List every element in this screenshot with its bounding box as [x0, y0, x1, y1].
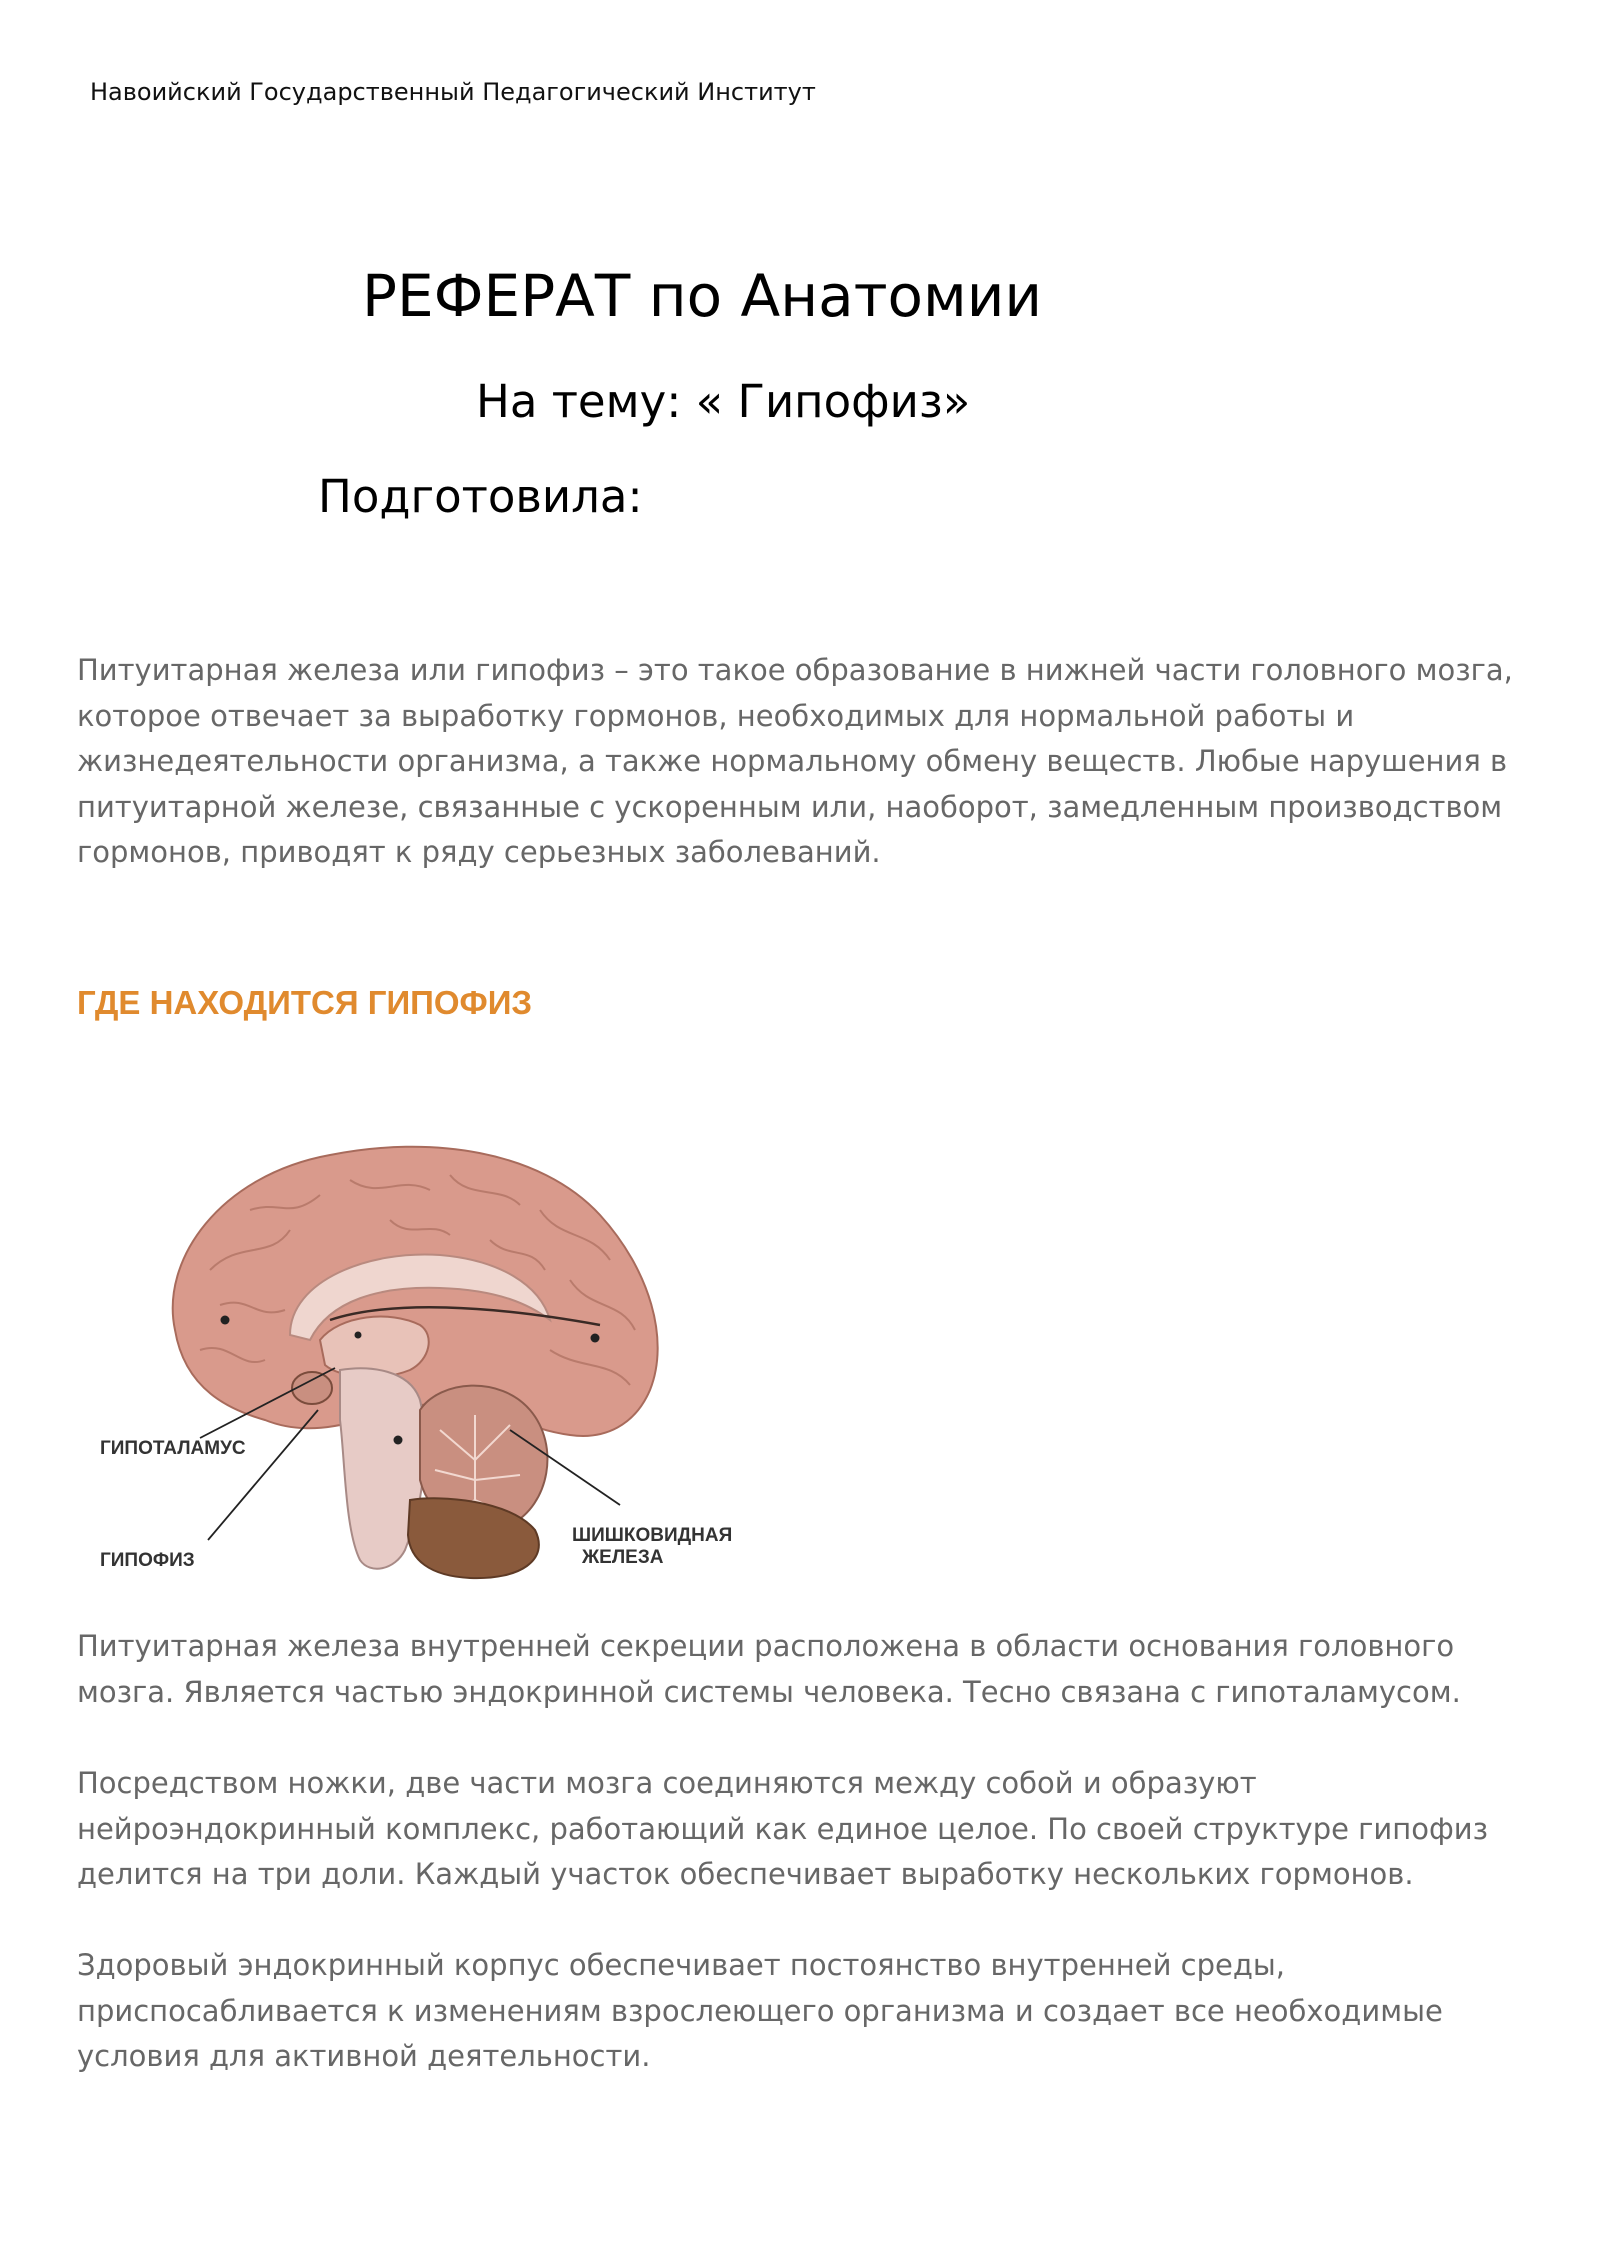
intro-paragraph — [77, 648, 1517, 876]
thalamus-shape — [320, 1317, 429, 1378]
body-paragraph-3 — [77, 1943, 1517, 2080]
body-line: приспосабливается к изменениям взрослеющего организма и создает все необходимые — [77, 1993, 1443, 2028]
section-heading: ГДЕ НАХОДИТСЯ ГИПОФИЗ — [77, 984, 533, 1021]
body-line: условия для активной деятельности. — [77, 2039, 651, 2073]
intro-line: питуитарной железе, связанные с ускоренным или, наоборот, замедленным производством — [77, 789, 1503, 824]
document-title: РЕФЕРАТ по Анатомии — [362, 262, 1043, 330]
body-line: мозга. Является частью эндокринной системы человека. Тесно связана с гипоталамусом. — [77, 1674, 1461, 1709]
body-line: делится на три доли. Каждый участок обеспечивает выработку нескольких гормонов. — [77, 1857, 1414, 1891]
brain-illustration — [90, 1120, 750, 1590]
body-line: Посредством ножки, две части мозга соединяются между собой и образуют — [77, 1766, 1257, 1800]
prepared-by-label: Подготовила: — [318, 470, 643, 523]
body-paragraph-1 — [77, 1624, 1517, 1715]
intro-line: гормонов, приводят к ряду серьезных заболеваний. — [77, 835, 881, 869]
brain-figure — [90, 1120, 750, 1590]
body-line: Питуитарная железа внутренней секреции расположена в области основания головного — [77, 1629, 1455, 1663]
document-subtitle: На тему: « Гипофиз» — [476, 375, 971, 428]
label-pituitary: ГИПОФИЗ — [100, 1550, 195, 1571]
intro-line: Питуитарная железа или гипофиз – это такое образование в нижней части головного мозга, — [77, 653, 1513, 687]
label-hypothalamus: ГИПОТАЛАМУС — [100, 1438, 246, 1459]
intro-line: жизнедеятельности организма, а также нормальному обмену веществ. Любые нарушения в — [77, 744, 1508, 778]
body-line: нейроэндокринный комплекс, работающий как единое целое. По своей структуре гипофиз — [77, 1811, 1489, 1846]
body-paragraph-2 — [77, 1761, 1517, 1898]
institute-name: Навоийский Государственный Педагогический Институт — [90, 78, 816, 106]
intro-line: которое отвечает за выработку гормонов, необходимых для нормальной работы и — [77, 698, 1355, 733]
body-line: Здоровый эндокринный корпус обеспечивает постоянство внутренней среды, — [77, 1948, 1286, 1982]
label-pineal-line2: ЖЕЛЕЗА — [582, 1547, 664, 1568]
label-pineal-line1: ШИШКОВИДНАЯ — [572, 1525, 733, 1546]
